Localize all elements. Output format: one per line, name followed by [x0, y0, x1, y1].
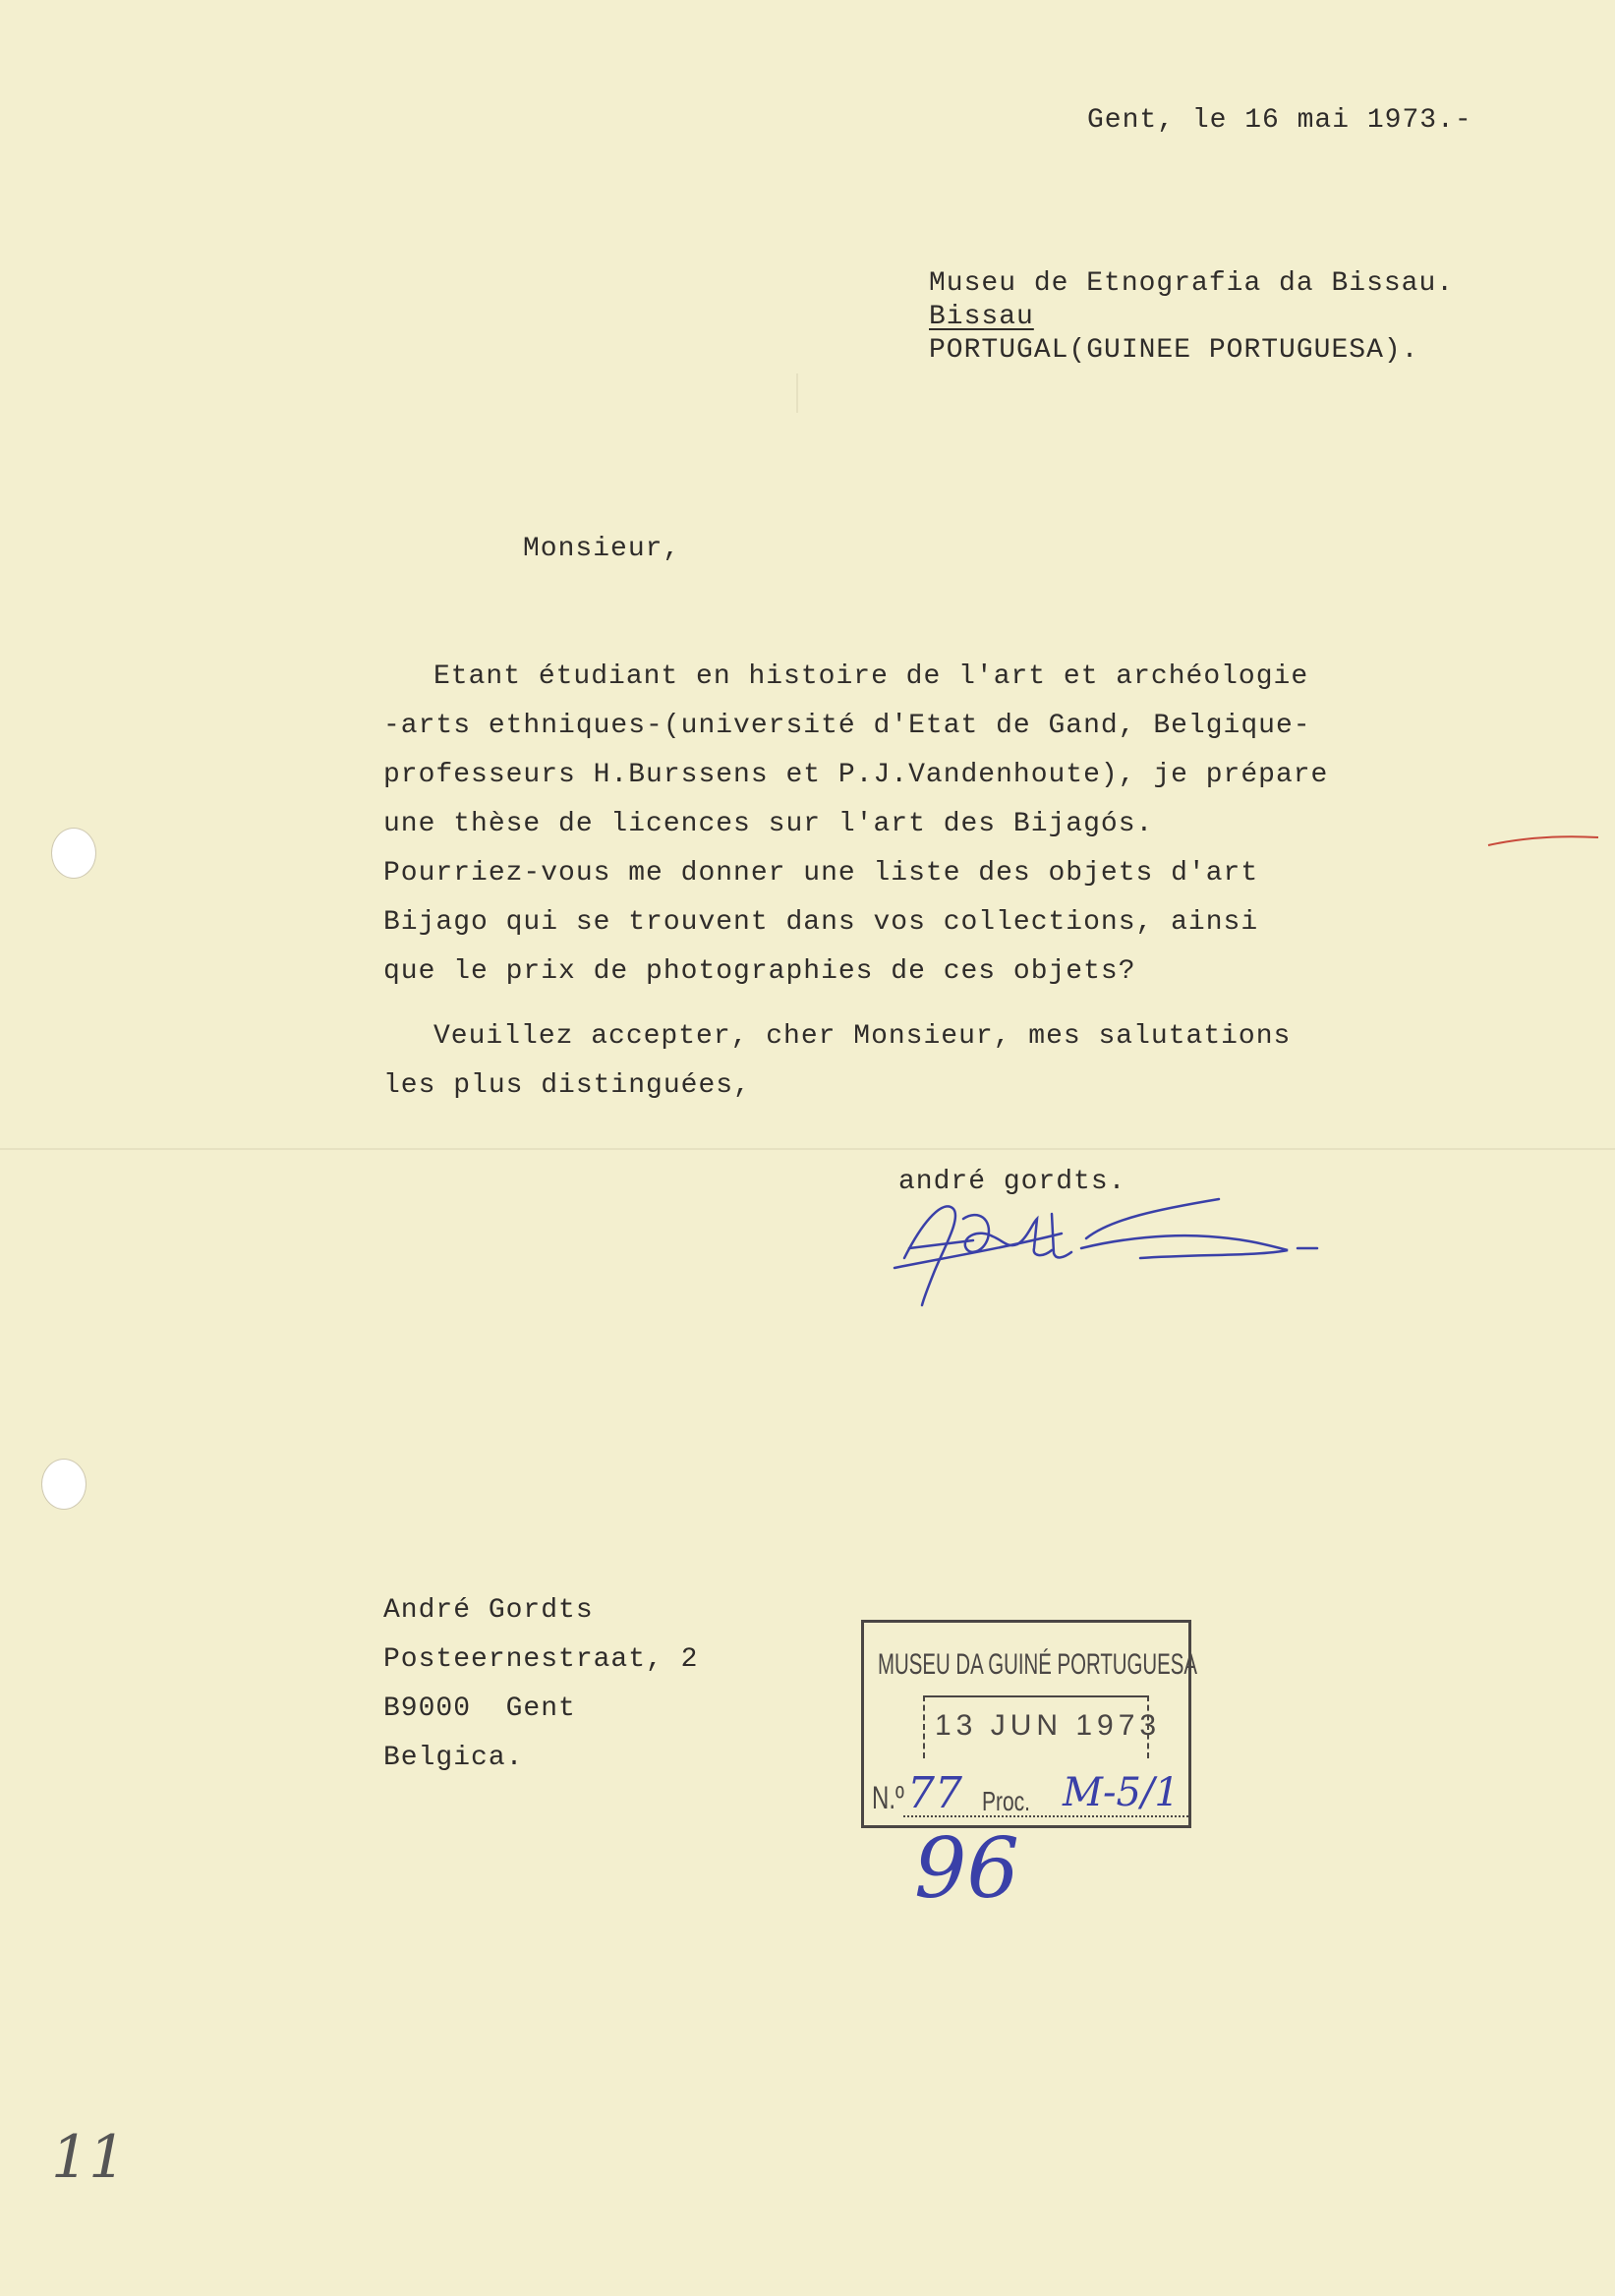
- paper-fold: [0, 1148, 1615, 1150]
- closing-line: Veuillez accepter, cher Monsieur, mes salutations: [433, 1021, 1292, 1052]
- stamp-proc-value: M-5/1: [1063, 1770, 1180, 1815]
- stamp-date-box: [923, 1695, 1162, 1758]
- handwritten-signature: [885, 1179, 1337, 1327]
- stamp-number-value: 77: [907, 1768, 962, 1818]
- body-line: Etant étudiant en histoire de l'art et archéologie: [433, 661, 1309, 692]
- body-line: professeurs H.Burssens et P.J.Vandenhoute), je prépare: [383, 760, 1329, 790]
- sender-country: Belgica.: [383, 1743, 524, 1773]
- museum-stamp: [861, 1620, 1197, 1828]
- body-line: Bijago qui se trouvent dans vos collections, ainsi: [383, 907, 1259, 938]
- salutation: Monsieur,: [523, 534, 681, 564]
- handwritten-number: 96: [914, 1820, 1019, 1917]
- typed-signature: andré gordts.: [898, 1167, 1126, 1197]
- date-line: Gent, le 16 mai 1973.-: [1087, 105, 1472, 136]
- margin-mark: 11: [51, 2123, 127, 2192]
- recipient-line-1: Museu de Etnografia da Bissau.: [929, 268, 1455, 299]
- recipient-line-3: PORTUGAL(GUINEE PORTUGUESA).: [929, 335, 1419, 366]
- sender-street: Posteernestraat, 2: [383, 1644, 699, 1675]
- red-pencil-mark: [1484, 832, 1602, 851]
- sender-name: André Gordts: [383, 1595, 594, 1626]
- body-line: une thèse de licences sur l'art des Bijagós.: [383, 809, 1154, 839]
- body-line: Pourriez-vous me donner une liste des objets d'art: [383, 858, 1259, 889]
- stamp-number-label: N.º: [872, 1780, 904, 1815]
- paper-crease: [796, 373, 798, 413]
- punch-hole-bottom: [41, 1459, 87, 1510]
- stamp-dotted-line: [903, 1815, 1188, 1817]
- body-line: que le prix de photographies de ces objets?: [383, 956, 1136, 987]
- closing-line: les plus distinguées,: [383, 1070, 751, 1101]
- stamp-date: 13 JUN 1973: [935, 1709, 1162, 1742]
- punch-hole-top: [51, 828, 96, 879]
- recipient-line-2: Bissau: [929, 302, 1034, 332]
- body-line: -arts ethniques-(université d'Etat de Gand, Belgique-: [383, 711, 1311, 741]
- stamp-name: MUSEU DA GUINÉ PORTUGUESA: [878, 1648, 1197, 1681]
- sender-city: B9000 Gent: [383, 1693, 576, 1724]
- stamp-proc-label: Proc.: [982, 1786, 1031, 1816]
